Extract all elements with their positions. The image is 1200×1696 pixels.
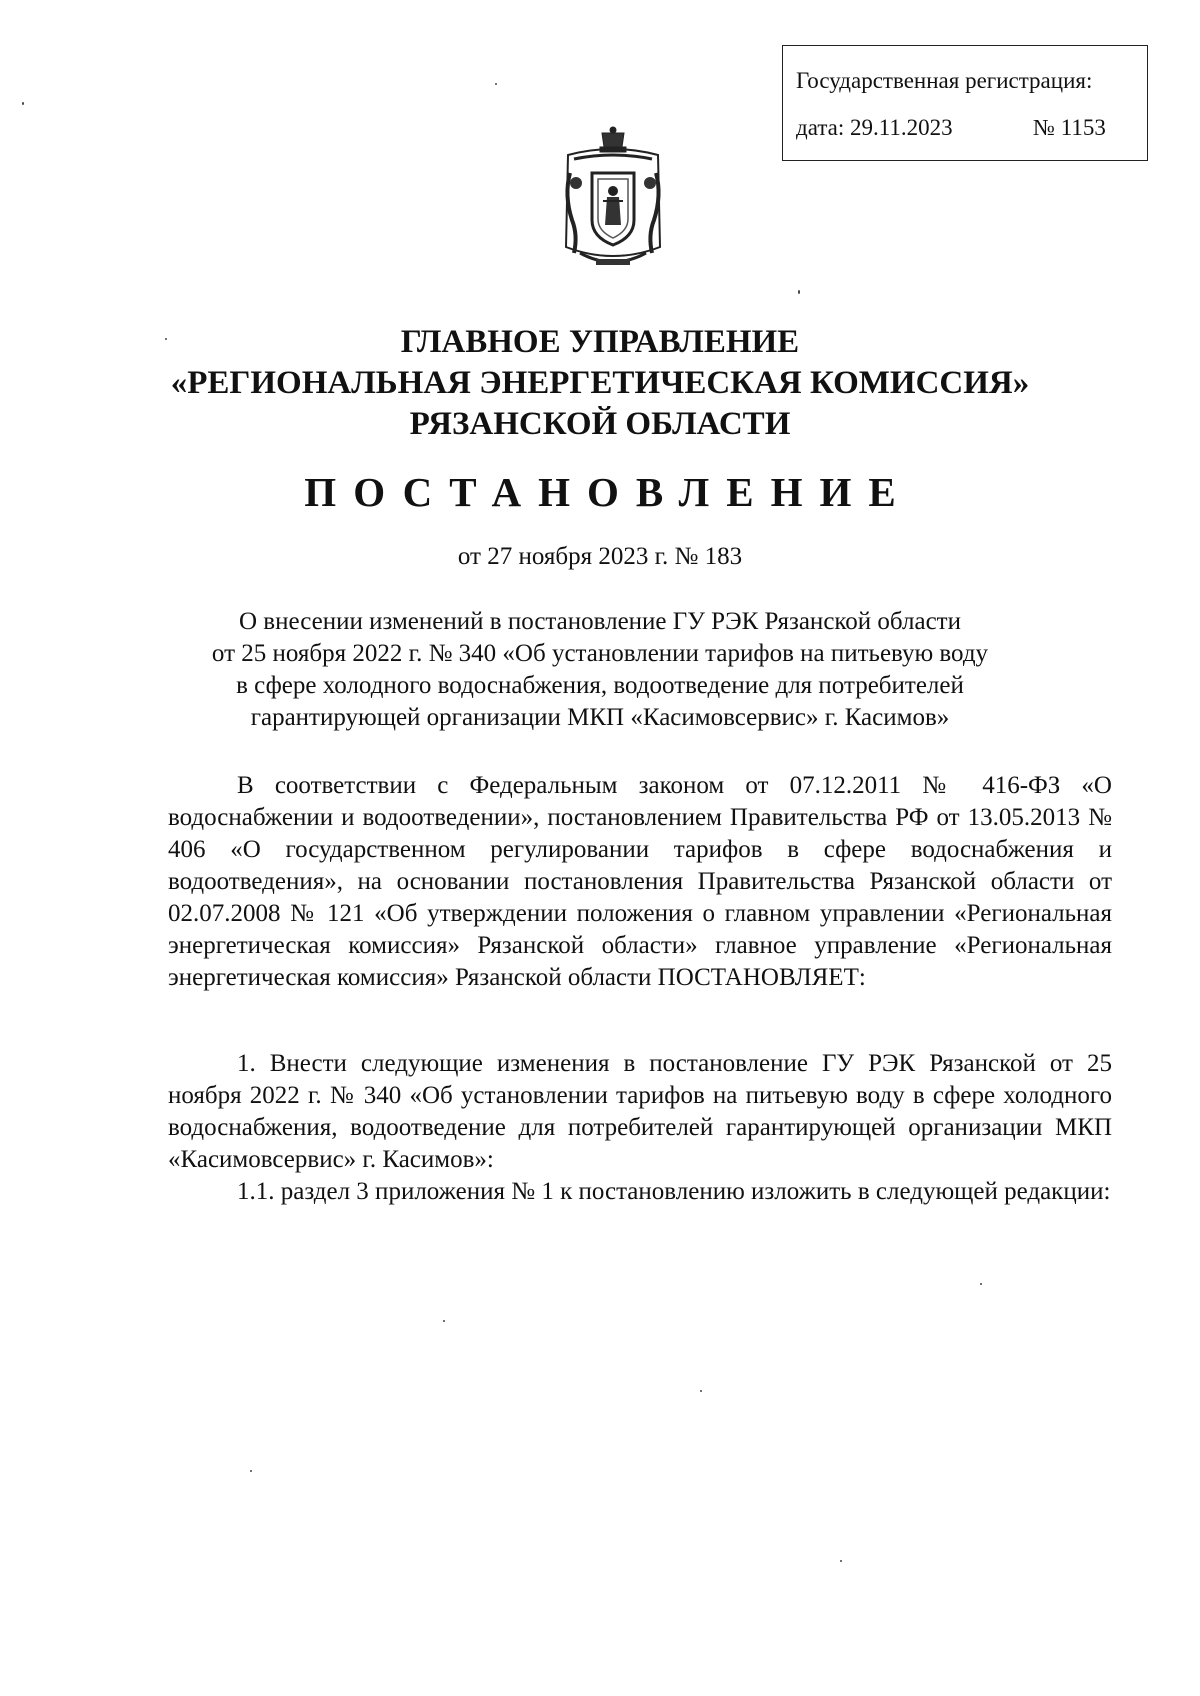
resolution-items xyxy=(168,1048,1112,1208)
scan-speck xyxy=(22,102,24,105)
scan-speck xyxy=(980,1283,982,1285)
subject-line-1: О внесении изменений в постановление ГУ РЭК Рязанской области xyxy=(239,608,961,635)
document-type: ПОСТАНОВЛЕНИЕ xyxy=(304,469,913,515)
scan-speck xyxy=(495,83,497,85)
item-1-paragraph: 1. Внести следующие изменения в постановление ГУ РЭК Рязанской от 25 ноября 2022 г. № 340 «Об установлении тарифов на питьевую воду в сфере холодного водоснабжения, водоотведение для потребителей гарантирующей организации МКП «Касимовсервис» г. Касимов»: xyxy=(168,1050,1112,1173)
preamble-section xyxy=(168,770,1112,994)
scan-speck xyxy=(840,1560,842,1562)
document-subject xyxy=(160,606,1040,734)
org-line-1: ГЛАВНОЕ УПРАВЛЕНИЕ xyxy=(400,324,800,360)
scan-speck xyxy=(798,290,800,294)
subject-line-4: гарантирующей организации МКП «Касимовсервис» г. Касимов» xyxy=(250,704,950,731)
organization-name xyxy=(100,322,1100,445)
ryazan-coat-of-arms-icon xyxy=(560,125,666,275)
registration-date: дата: 29.11.2023 xyxy=(796,115,953,140)
scan-speck xyxy=(250,1470,252,1472)
document-date: от 27 ноября 2023 г. № 183 xyxy=(457,543,743,570)
registration-title: Государственная регистрация: xyxy=(796,68,1093,93)
registration-number: № 1153 xyxy=(1033,115,1106,140)
scan-speck xyxy=(165,338,167,340)
org-line-2: «РЕГИОНАЛЬНАЯ ЭНЕРГЕТИЧЕСКАЯ КОМИССИЯ» xyxy=(170,365,1030,401)
registration-stamp xyxy=(782,45,1148,161)
org-line-3: РЯЗАНСКОЙ ОБЛАСТИ xyxy=(409,406,791,442)
subject-line-2: от 25 ноября 2022 г. № 340 «Об установлении тарифов на питьевую воду xyxy=(211,640,989,667)
subject-line-3: в сфере холодного водоснабжения, водоотведение для потребителей xyxy=(236,672,964,699)
scan-speck xyxy=(700,1390,702,1392)
item-1-1-paragraph: 1.1. раздел 3 приложения № 1 к постановлению изложить в следующей редакции: xyxy=(237,1178,1111,1205)
preamble-paragraph: В соответствии с Федеральным законом от 07.12.2011 № 416-ФЗ «О водоснабжении и водоотведении», постановлением Правительства РФ от 13.05.2013 № 406 «О государственном регулировании тарифов в сфере водоснабжения и водоотведения», на основании постановления Правительства Рязанской области от 02.07.2008 № 121 «Об утверждении положения о главном управлении «Региональная энергетическая комиссия» Рязанской области» главное управление «Региональная энергетическая комиссия» Рязанской области ПОСТАНОВЛЯЕТ: xyxy=(168,772,1112,991)
scan-speck xyxy=(443,1320,445,1322)
